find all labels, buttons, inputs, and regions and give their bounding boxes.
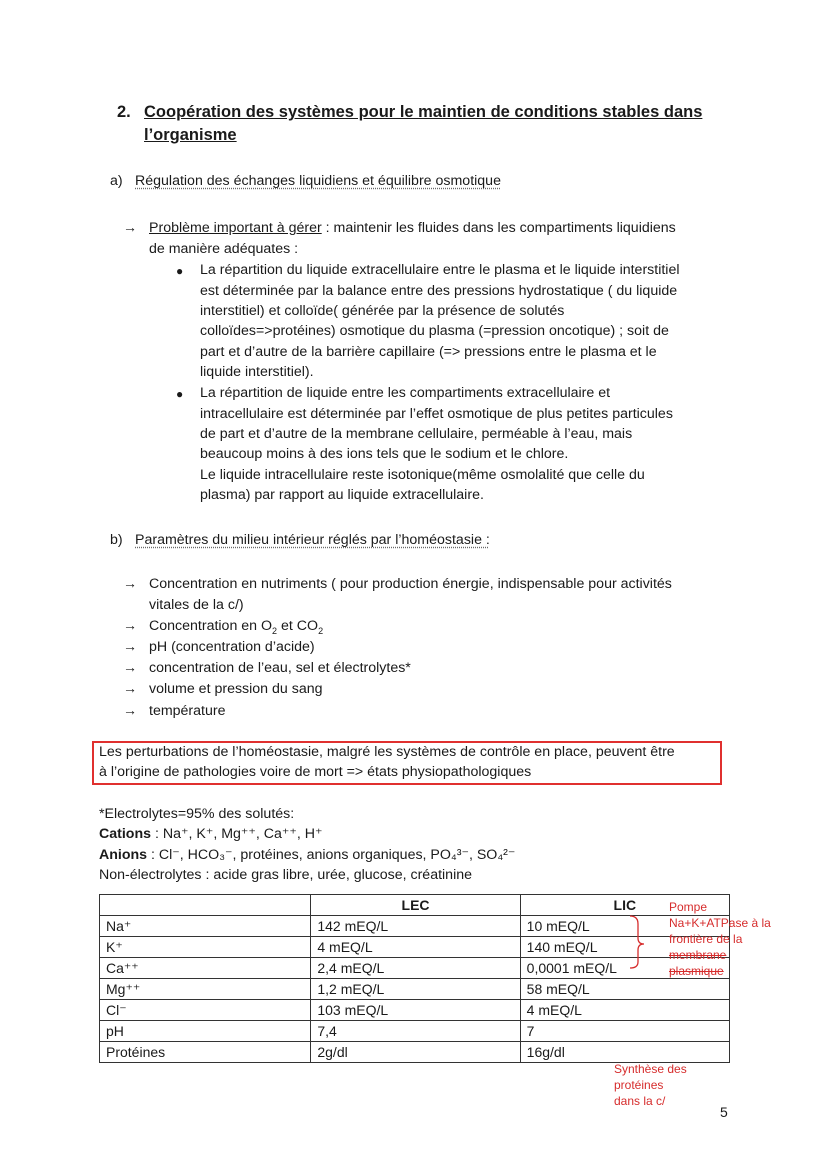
- table-cell: Ca⁺⁺: [100, 958, 311, 979]
- table-cell: 140 mEQ/L: [520, 937, 729, 958]
- problem-text: : maintenir les fluides dans les compartiments liquidiens: [321, 220, 676, 236]
- problem-line2: de manière adéquates :: [149, 241, 299, 257]
- bullet2-line: plasma) par rapport au liquide extracellulaire.: [200, 487, 484, 503]
- bullet2-line: Le liquide intracellulaire reste isotonique(même osmolalité que celle du: [200, 467, 645, 483]
- problem-line1: [149, 218, 676, 239]
- warning-line2: à l’origine de pathologies voire de mort => états physiopathologiques: [99, 764, 532, 780]
- param-item: température: [149, 703, 226, 719]
- table-cell: 142 mEQ/L: [311, 916, 520, 937]
- heading-line1: Coopération des systèmes pour le maintien de conditions stables dans: [144, 103, 703, 121]
- param-item: concentration de l’eau, sel et électrolytes*: [149, 660, 411, 676]
- table-cell: Protéines: [100, 1042, 311, 1063]
- table-cell: 103 mEQ/L: [311, 1000, 520, 1021]
- param-item: volume et pression du sang: [149, 681, 323, 697]
- pump-annotation: Pompe Na+K+ATPase à la frontière de la membrane plasmique: [669, 900, 771, 978]
- table-header-cell: LEC: [311, 895, 520, 916]
- table-cell: 7: [520, 1021, 729, 1042]
- section-a-label: a): [110, 173, 123, 189]
- arrow-icon: →: [123, 575, 137, 591]
- bullet2-line: intracellulaire est déterminée par l’effet osmotique de plus petites particules: [200, 406, 673, 422]
- table-cell: 7,4: [311, 1021, 520, 1042]
- synthesis-annotation: Synthèse des protéines dans la c/: [614, 1062, 687, 1108]
- arrow-icon: →: [123, 638, 137, 654]
- table-cell: 10 mEQ/L: [520, 916, 729, 937]
- table-cell: K⁺: [100, 937, 311, 958]
- problem-label: Problème important à gérer: [149, 220, 322, 236]
- bullet-icon: ●: [176, 264, 184, 278]
- table-header-cell: [100, 895, 311, 916]
- heading-line2: l’organisme: [144, 126, 237, 144]
- param-item: vitales de la c/): [149, 597, 244, 613]
- bullet-icon: ●: [176, 387, 184, 401]
- param-item: Concentration en nutriments ( pour production énergie, indispensable pour activités: [149, 576, 672, 592]
- table-header-cell: LIC: [520, 895, 729, 916]
- section-b-title: Paramètres du milieu intérieur réglés par l’homéostasie :: [135, 532, 490, 548]
- bullet1-line: liquide interstitiel).: [200, 364, 314, 380]
- electrolytes-line: *Electrolytes=95% des solutés:: [99, 806, 295, 822]
- arrow-icon: →: [123, 219, 137, 235]
- table-cell: 4 mEQ/L: [520, 1000, 729, 1021]
- table-cell: 2g/dl: [311, 1042, 520, 1063]
- section-a-title: Régulation des échanges liquidiens et équilibre osmotique: [135, 173, 501, 189]
- table-cell: Mg⁺⁺: [100, 979, 311, 1000]
- anions-line: Anions : Cl⁻, HCO₃⁻, protéines, anions organiques, PO₄³⁻, SO₄²⁻: [99, 847, 516, 863]
- bullet1-line: interstitiel) et colloïde( générée par la présence de solutés: [200, 303, 565, 319]
- bullet1-line: La répartition du liquide extracellulaire entre le plasma et le liquide interstitiel: [200, 262, 680, 278]
- arrow-icon: →: [123, 617, 137, 633]
- page-number: 5: [720, 1104, 728, 1120]
- table-cell: Na⁺: [100, 916, 311, 937]
- heading-number: 2.: [117, 103, 131, 121]
- table-cell: 58 mEQ/L: [520, 979, 729, 1000]
- section-b-label: b): [110, 532, 123, 548]
- arrow-icon: →: [123, 702, 137, 718]
- table-cell: 0,0001 mEQ/L: [520, 958, 729, 979]
- bullet2-line: La répartition de liquide entre les compartiments extracellulaire et: [200, 385, 611, 401]
- param-item: Concentration en $O_2$ et $CO_2$: [149, 618, 324, 636]
- non-electrolytes-line: Non-électrolytes : acide gras libre, urée, glucose, créatinine: [99, 867, 473, 883]
- table-cell: 1,2 mEQ/L: [311, 979, 520, 1000]
- table-cell: 2,4 mEQ/L: [311, 958, 520, 979]
- table-cell: pH: [100, 1021, 311, 1042]
- param-item: pH (concentration d’acide): [149, 639, 315, 655]
- table-cell: 16g/dl: [520, 1042, 729, 1063]
- arrow-icon: →: [123, 659, 137, 675]
- bullet1-line: est déterminée par la balance entre des pressions hydrostatique ( du liquide: [200, 283, 678, 299]
- brace-icon: [630, 916, 644, 968]
- arrow-icon: →: [123, 680, 137, 696]
- warning-line1: Les perturbations de l’homéostasie, malgré les systèmes de contrôle en place, peuvent être: [99, 744, 675, 760]
- bullet2-line: beaucoup moins à des ions tels que le sodium et le chlore.: [200, 446, 569, 462]
- cations-line: Cations : Na⁺, K⁺, Mg⁺⁺, Ca⁺⁺, H⁺: [99, 826, 323, 842]
- bullet1-line: part et d’autre de la barrière capillaire (=> pressions entre le plasma et le: [200, 344, 657, 360]
- table-cell: 4 mEQ/L: [311, 937, 520, 958]
- table-cell: Cl⁻: [100, 1000, 311, 1021]
- bullet1-line: colloïdes=>protéines) osmotique du plasma (=pression oncotique) ; soit de: [200, 323, 669, 339]
- bullet2-line: de part et d’autre de la membrane cellulaire, perméable à l’eau, mais: [200, 426, 633, 442]
